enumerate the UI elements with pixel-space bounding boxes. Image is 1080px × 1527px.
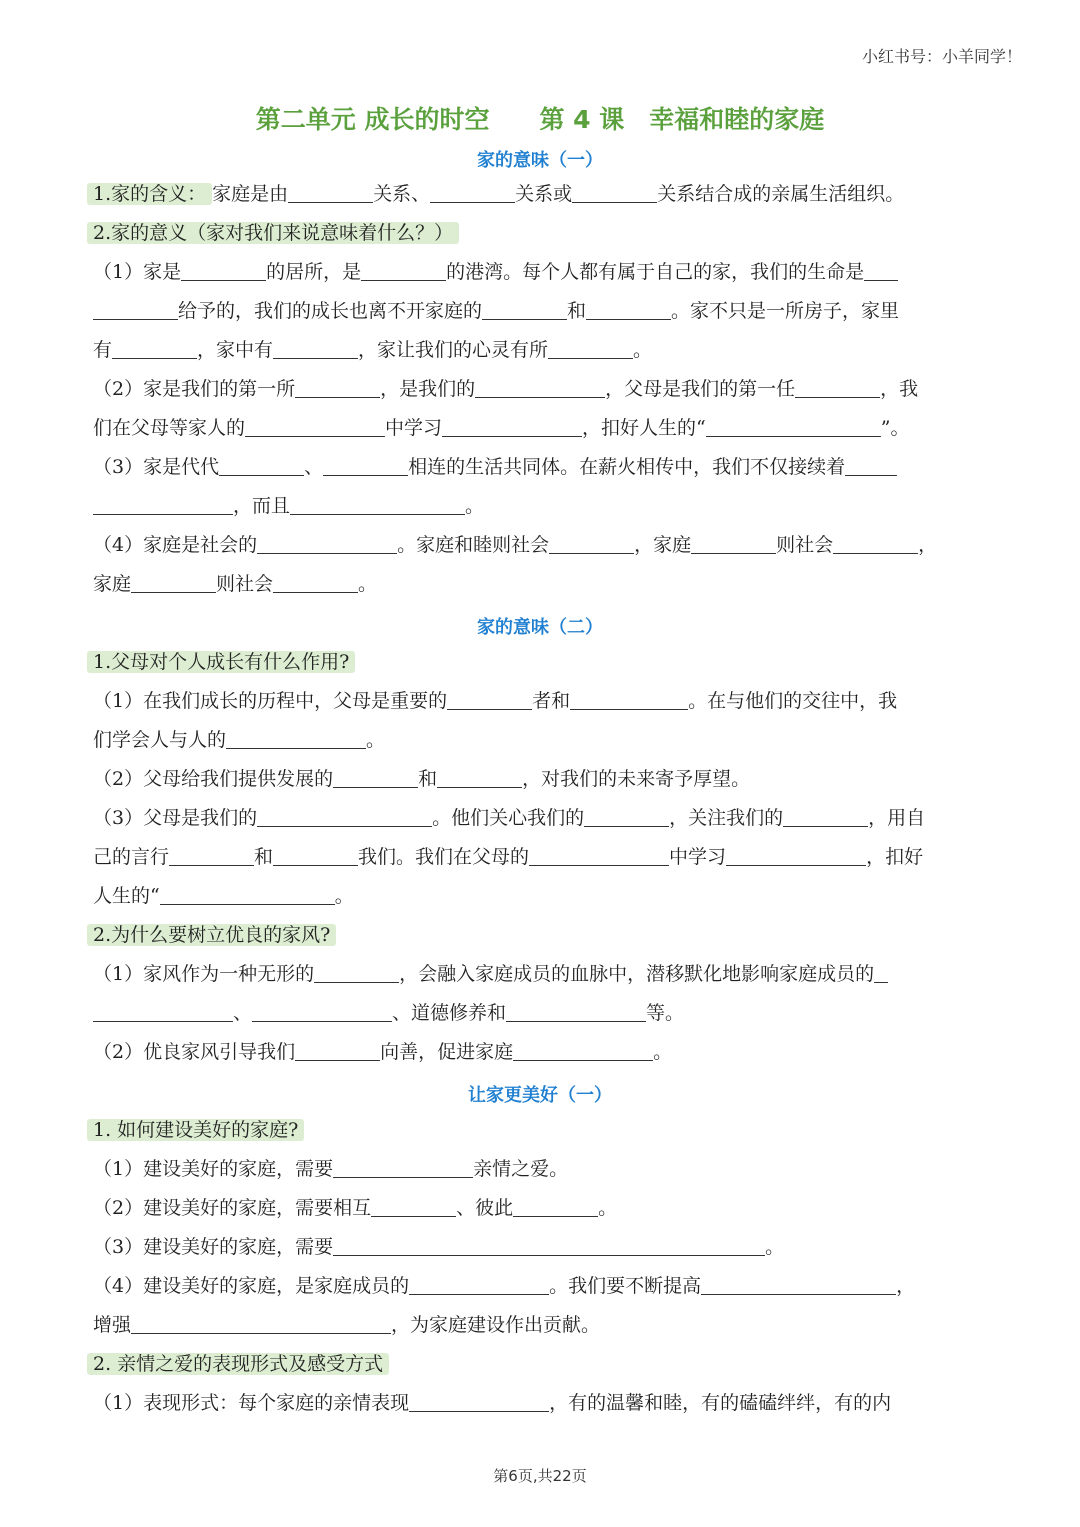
blank[interactable]	[371, 1194, 456, 1217]
question-label: 1.父母对个人成长有什么作用?	[87, 651, 355, 673]
text-line: 人生的“ 。	[93, 877, 988, 915]
blank[interactable]	[572, 180, 657, 203]
text-line: （1）建设美好的家庭，需要 亲情之爱。	[93, 1150, 988, 1188]
blank[interactable]	[482, 297, 567, 320]
question-label: 2. 亲情之爱的表现形式及感受方式	[87, 1353, 389, 1375]
question-label: 2.家的意义（家对我们来说意味着什么？）	[87, 222, 459, 244]
blank[interactable]	[409, 1389, 549, 1412]
text-line	[93, 643, 988, 681]
text-line: （1）在我们成长的历程中，父母是重要的 者和 。在与他们的交往中，我	[93, 682, 988, 720]
text-line: 1.家的含义： 家庭是由 关系、 关系或 关系结合成的亲属生活组织。	[93, 175, 988, 213]
text-line: 己的言行 和 我们。我们在父母的 中学习 ，扣好	[93, 838, 988, 876]
blank[interactable]	[295, 1038, 380, 1061]
blank[interactable]	[701, 1272, 896, 1295]
text-line: 们在父母等家人的 中学习 ，扣好人生的“ ”。	[93, 409, 988, 447]
text-line: （4）家庭是社会的 。家庭和睦则社会 ，家庭 则社会 ，	[93, 526, 988, 564]
blank[interactable]	[833, 531, 918, 554]
text-line: 有 ，家中有 ，家让我们的心灵有所 。	[93, 331, 988, 369]
blank[interactable]	[584, 804, 669, 827]
blank[interactable]	[131, 570, 216, 593]
blank[interactable]	[273, 570, 358, 593]
blank[interactable]	[706, 414, 881, 437]
blank[interactable]	[845, 453, 897, 476]
blank[interactable]	[288, 180, 373, 203]
blank[interactable]	[323, 453, 408, 476]
blank[interactable]	[549, 531, 634, 554]
section-heading: 让家更美好（一）	[468, 1085, 612, 1106]
blank[interactable]	[513, 1038, 653, 1061]
blank[interactable]	[726, 843, 866, 866]
blank[interactable]	[181, 258, 266, 281]
text-line: （1）家风作为一种无形的 ，会融入家庭成员的血脉中，潜移默化地影响家庭成员的	[93, 955, 988, 993]
blank[interactable]	[442, 414, 582, 437]
blank[interactable]	[437, 765, 522, 788]
text-line	[93, 1345, 988, 1383]
blank[interactable]	[874, 960, 888, 983]
blank[interactable]	[333, 1233, 765, 1256]
blank[interactable]	[475, 375, 605, 398]
blank[interactable]	[314, 960, 399, 983]
text-line: （2）建设美好的家庭，需要相互 、彼此 。	[93, 1189, 988, 1227]
question-label: 1.家的含义：	[87, 183, 212, 205]
text-line	[93, 916, 988, 954]
blank[interactable]	[548, 336, 633, 359]
text-line: （1）表现形式：每个家庭的亲情表现 ，有的温馨和睦，有的磕磕绊绊，有的内	[93, 1384, 988, 1422]
blank[interactable]	[93, 492, 233, 515]
page-footer: 第6页,共22页	[493, 1467, 587, 1485]
blank[interactable]	[570, 687, 688, 710]
blank[interactable]	[226, 726, 366, 749]
text-line	[93, 214, 988, 252]
blank[interactable]	[513, 1194, 598, 1217]
blank[interactable]	[691, 531, 776, 554]
question-label: 1. 如何建设美好的家庭?	[87, 1119, 304, 1141]
blank[interactable]	[131, 1311, 391, 1334]
text-line: （3）家是代代 、 相连的生活共同体。在薪火相传中，我们不仅接续着	[93, 448, 988, 486]
blank[interactable]	[430, 180, 515, 203]
blank[interactable]	[506, 999, 646, 1022]
blank[interactable]	[409, 1272, 549, 1295]
blank[interactable]	[864, 258, 898, 281]
blank[interactable]	[333, 1155, 473, 1178]
text-line: （2）优良家风引导我们 向善，促进家庭 。	[93, 1033, 988, 1071]
blank[interactable]	[333, 765, 418, 788]
blank[interactable]	[219, 453, 304, 476]
blank[interactable]	[169, 843, 254, 866]
watermark: 小红书号：小羊同学！	[861, 47, 1022, 66]
blank[interactable]	[93, 999, 233, 1022]
text-line: 们学会人与人的 。	[93, 721, 988, 759]
text-line: （3）父母是我们的 。他们关心我们的 ，关注我们的 ，用自	[93, 799, 988, 837]
page-title: 第二单元 成长的时空 第 4 课 幸福和睦的家庭	[255, 105, 825, 134]
text-line: （3）建设美好的家庭，需要 。	[93, 1228, 988, 1266]
section-heading: 家的意味（二）	[477, 617, 603, 638]
blank[interactable]	[112, 336, 197, 359]
blank[interactable]	[273, 336, 358, 359]
text-line: 增强 ，为家庭建设作出贡献。	[93, 1306, 988, 1344]
text-line: 家庭 则社会 。	[93, 565, 988, 603]
blank[interactable]	[273, 843, 358, 866]
blank[interactable]	[257, 531, 397, 554]
question-label: 2.为什么要树立优良的家风?	[87, 924, 336, 946]
text-line: （4）建设美好的家庭，是家庭成员的 。我们要不断提高 ，	[93, 1267, 988, 1305]
blank[interactable]	[160, 882, 335, 905]
blank[interactable]	[783, 804, 868, 827]
text-line: （1）家是 的居所，是 的港湾。每个人都有属于自己的家，我们的生命是	[93, 253, 988, 291]
text-line: 、 、道德修养和 等。	[93, 994, 988, 1032]
text-line: ，而且 。	[93, 487, 988, 525]
blank[interactable]	[252, 999, 392, 1022]
blank[interactable]	[93, 297, 178, 320]
text-line: （2）父母给我们提供发展的 和 ，对我们的未来寄予厚望。	[93, 760, 988, 798]
blank[interactable]	[447, 687, 532, 710]
blank[interactable]	[795, 375, 880, 398]
blank[interactable]	[586, 297, 671, 320]
text-line	[93, 1111, 988, 1149]
text-line: （2）家是我们的第一所 ，是我们的 ，父母是我们的第一任 ，我	[93, 370, 988, 408]
blank[interactable]	[290, 492, 465, 515]
blank[interactable]	[295, 375, 380, 398]
blank[interactable]	[245, 414, 385, 437]
blank[interactable]	[361, 258, 446, 281]
text-line: 给予的，我们的成长也离不开家庭的 和 。家不只是一所房子，家里	[93, 292, 988, 330]
blank[interactable]	[529, 843, 669, 866]
section-heading: 家的意味（一）	[477, 150, 603, 171]
blank[interactable]	[257, 804, 432, 827]
